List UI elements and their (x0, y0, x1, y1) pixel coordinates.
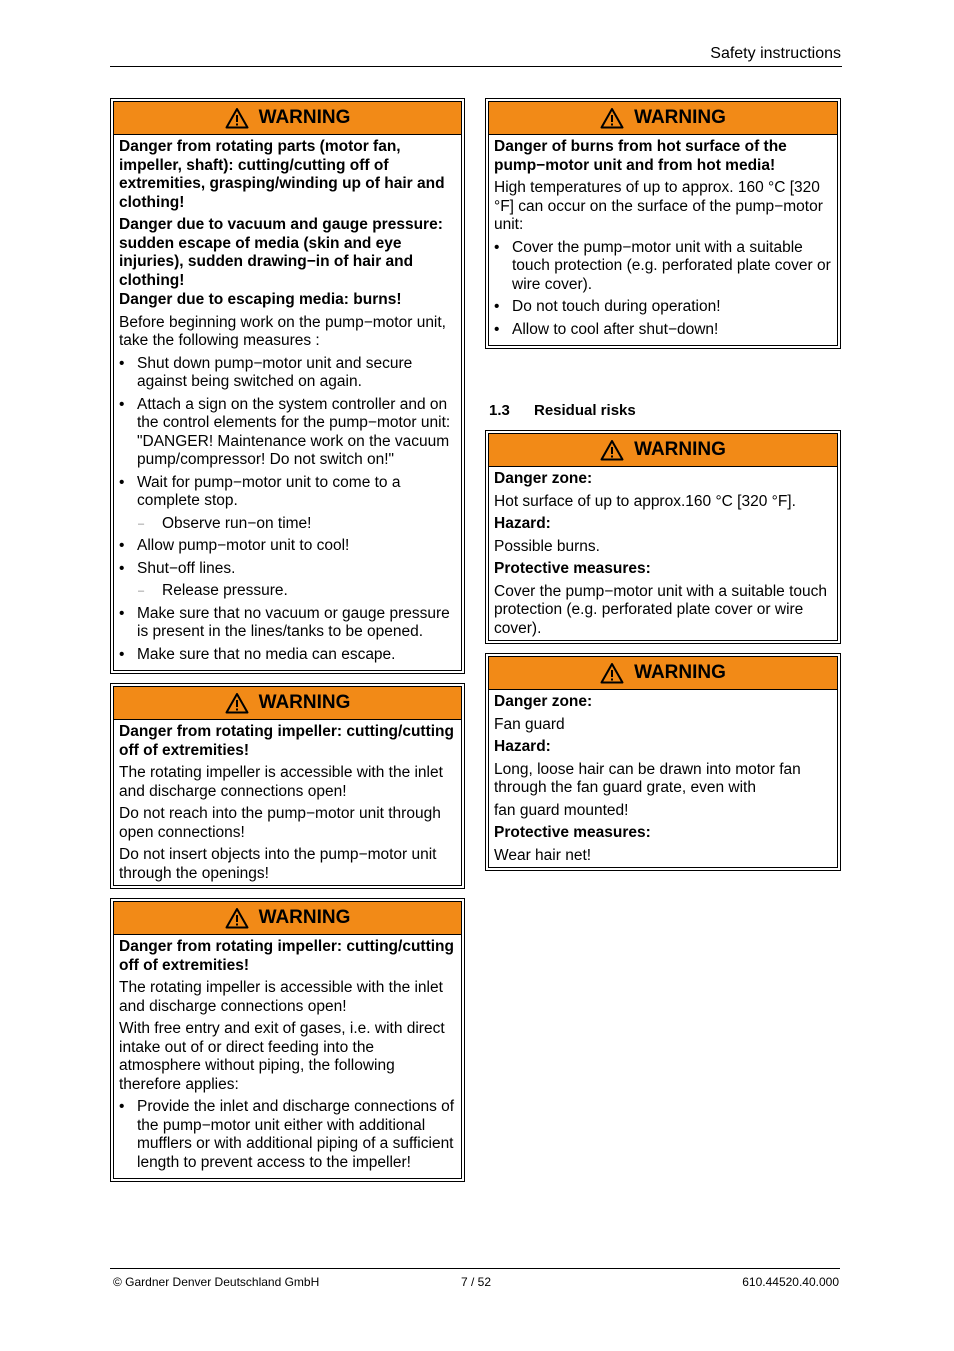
warning-triangle-icon (600, 662, 624, 684)
warning-box-rotating-parts (110, 98, 465, 674)
danger-heading: Danger due to vacuum and gauge pressure: sudden escape of media (skin and eye injuries), sudden drawing−in of hair and clothing! (119, 216, 443, 289)
footer-doc-number: 610.44520.40.000 (742, 1275, 839, 1289)
protective-measures-text: Wear hair net! (494, 846, 592, 864)
warning-box-hot-surface-zone (485, 430, 841, 644)
warning-box-free-entry (110, 898, 465, 1182)
warning-triangle-icon (225, 907, 249, 929)
header-rule (110, 66, 842, 67)
footer-rule (110, 1268, 840, 1269)
list-item: • Make sure that no media can escape. (119, 646, 456, 665)
list-item: • Do not touch during operation! (494, 298, 832, 317)
hazard-text: Long, loose hair can be drawn into motor fan through the fan guard grate, even with (494, 760, 801, 796)
danger-zone-label: Danger zone: (494, 693, 593, 710)
list-item: • Allow to cool after shut−down! (494, 321, 832, 340)
hazard-label: Hazard: (494, 515, 551, 532)
warning-box-impeller-access (110, 683, 465, 889)
warning-bar (114, 102, 461, 135)
page-header-title: Safety instructions (710, 45, 841, 62)
list-item: • Shut down pump−motor unit and secure against being switched on again. (119, 355, 456, 392)
protective-measures-text: Cover the pump−motor unit with a suitable touch protection (e.g. perforated plate cover or wire cover). (494, 582, 828, 637)
warning-label: WARNING (258, 692, 351, 713)
warning-label: WARNING (258, 907, 351, 928)
paragraph: Do not insert objects into the pump−motor unit through the openings! (119, 846, 437, 882)
warning-bar (489, 102, 837, 135)
paragraph: The rotating impeller is accessible with the inlet and discharge connections open! (119, 764, 443, 800)
paragraph: With free entry and exit of gases, i.e. with direct intake out of or direct feeding into the atmosphere without piping, the following therefore applies: (119, 1020, 445, 1093)
hazard-text: Possible burns. (494, 537, 600, 555)
list-item: • Provide the inlet and discharge connections of the pump−motor unit either with additional mufflers or with additional piping of a sufficient length to prevent access to the impeller! (119, 1098, 456, 1172)
warning-triangle-icon (600, 107, 624, 129)
footer-copyright: © Gardner Denver Deutschland GmbH (113, 1275, 320, 1289)
warning-label: WARNING (258, 107, 351, 128)
danger-zone-text: Fan guard (494, 715, 565, 733)
paragraph: Do not reach into the pump−motor unit through open connections! (119, 805, 441, 841)
dash-marker: – (138, 517, 145, 530)
warning-triangle-icon (225, 107, 249, 129)
danger-heading: Danger due to escaping media: burns! (119, 291, 402, 308)
list-item: • Make sure that no vacuum or gauge pressure is present in the lines/tanks to be opened. (119, 605, 456, 642)
sub-list-item (119, 582, 456, 601)
sub-list-item-text: Observe run−on time! (162, 514, 312, 532)
measures-list (119, 1098, 456, 1172)
danger-heading: Danger of burns from hot surface of the pump−motor unit and from hot media! (494, 138, 787, 174)
right-column (485, 98, 841, 358)
section-heading (489, 402, 636, 419)
warning-label: WARNING (634, 107, 726, 128)
hazard-text: fan guard mounted! (494, 801, 629, 819)
section-title: Residual risks (534, 402, 636, 419)
paragraph: The rotating impeller is accessible with the inlet and discharge connections open! (119, 979, 443, 1015)
list-item: • Cover the pump−motor unit with a suitable touch protection (e.g. perforated plate cover or wire cover). (494, 239, 832, 295)
danger-heading: Danger from rotating impeller: cutting/cutting off of extremities! (119, 723, 454, 759)
warning-label: WARNING (634, 662, 726, 683)
dash-marker: – (138, 585, 145, 597)
residual-risks-column (485, 430, 841, 880)
section-number: 1.3 (489, 402, 510, 419)
warning-box-hot-surface (485, 98, 841, 349)
intro-text: Before beginning work on the pump−motor unit, take the following measures : (119, 313, 446, 349)
danger-zone-label: Danger zone: (494, 470, 593, 487)
warning-bar (489, 657, 837, 690)
warning-label: WARNING (634, 439, 726, 460)
warning-triangle-icon (225, 692, 249, 714)
protective-measures-label: Protective measures: (494, 560, 651, 577)
danger-heading: Danger from rotating impeller: cutting/cutting off of extremities! (119, 938, 454, 974)
list-item: • Wait for pump−motor unit to come to a complete stop. (119, 474, 456, 511)
list-item: • Attach a sign on the system controller and on the control elements for the pump−motor unit: "DANGER! Maintenance work on the vacuum pump/compressor! Do not switch on!" (119, 396, 456, 470)
measures-list (119, 355, 456, 665)
warning-bar (114, 687, 461, 720)
danger-heading: Danger from rotating parts (motor fan, impeller, shaft): cutting/cutting off of extremities, grasping/winding up of hair and clothing! (119, 138, 445, 211)
paragraph: High temperatures of up to approx. 160 °C [320 °F] can occur on the surface of the pump−motor unit: (494, 179, 823, 233)
list-item: • Allow pump−motor unit to cool! (119, 537, 456, 556)
warning-bar (114, 902, 461, 935)
left-column (110, 98, 465, 1191)
hazard-label: Hazard: (494, 738, 551, 755)
warning-box-fan-guard (485, 653, 841, 871)
warning-bar (489, 434, 837, 467)
protective-measures-label: Protective measures: (494, 824, 651, 841)
list-item: • Shut−off lines. (119, 560, 456, 579)
measures-list (494, 239, 832, 340)
footer-page-number: 7 / 52 (461, 1275, 492, 1289)
sub-list-item-text: Release pressure. (162, 582, 288, 599)
sub-list-item (119, 515, 456, 534)
danger-zone-text: Hot surface of up to approx.160 °C [320 °F]. (494, 492, 796, 510)
warning-triangle-icon (600, 439, 624, 461)
